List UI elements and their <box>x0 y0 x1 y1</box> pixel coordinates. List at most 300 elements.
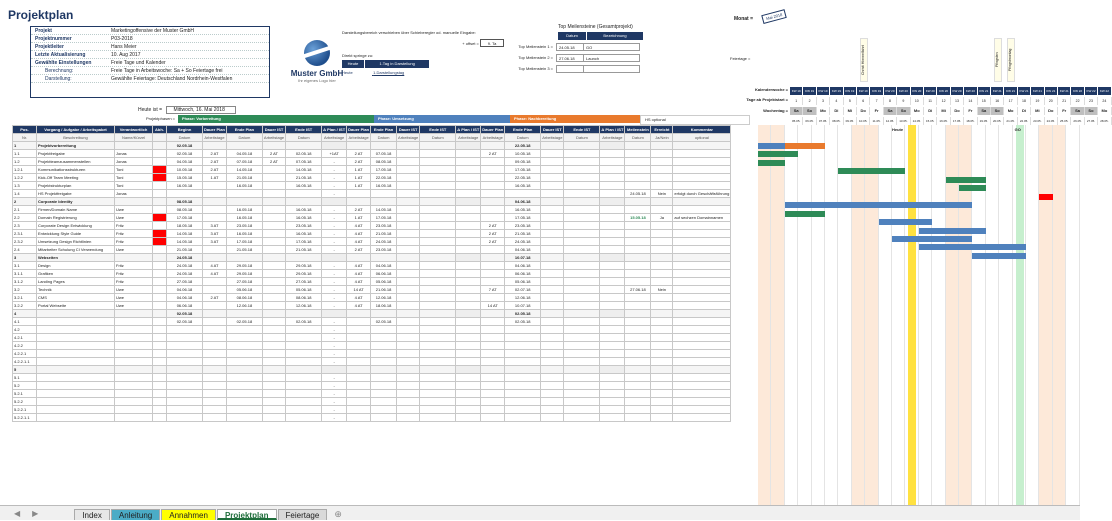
cell-ei3[interactable] <box>564 398 600 406</box>
cell-abh[interactable] <box>153 342 167 350</box>
cell-ep2[interactable]: 02.05.18 <box>371 318 397 326</box>
cell-ei2[interactable] <box>420 334 456 342</box>
cell-note[interactable] <box>673 366 731 374</box>
cell-ep2[interactable]: 06.06.18 <box>371 270 397 278</box>
cell-task[interactable]: Corporate Design Entwicklung <box>37 222 115 230</box>
milestone-date[interactable]: 27.06.18 <box>556 54 584 62</box>
cell-dp3[interactable] <box>481 182 505 190</box>
cell-ei2[interactable] <box>420 198 456 206</box>
gantt-bar[interactable] <box>758 143 785 149</box>
cell-d3[interactable] <box>600 246 625 254</box>
cell-resp[interactable]: Uwe <box>115 246 153 254</box>
cell-dp2[interactable] <box>347 390 371 398</box>
cell-di3[interactable] <box>541 278 564 286</box>
cell-task[interactable] <box>37 326 115 334</box>
cell-ep3[interactable]: 09.05.18 <box>505 158 541 166</box>
cell-d3[interactable] <box>600 334 625 342</box>
gantt-bar[interactable] <box>919 244 1026 250</box>
cell-dp3[interactable] <box>481 270 505 278</box>
cell-abh[interactable] <box>153 366 167 374</box>
cell-ep2[interactable] <box>371 358 397 366</box>
cell-note[interactable] <box>673 174 731 182</box>
cell-ei2[interactable] <box>420 190 456 198</box>
cell-ei[interactable]: 02.05.18 <box>286 318 322 326</box>
cell-note[interactable] <box>673 238 731 246</box>
cell-ei[interactable] <box>286 390 322 398</box>
cell-ep3[interactable]: 22.05.18 <box>505 142 541 150</box>
cell-d3[interactable] <box>600 390 625 398</box>
cell-abh[interactable] <box>153 198 167 206</box>
cell-ei3[interactable] <box>564 350 600 358</box>
table-row[interactable] <box>13 254 731 262</box>
cell-ei[interactable]: 16.05.18 <box>286 230 322 238</box>
table-row[interactable] <box>13 318 731 326</box>
cell-di3[interactable] <box>541 382 564 390</box>
cell-ei3[interactable] <box>564 150 600 158</box>
cell-ei3[interactable] <box>564 238 600 246</box>
table-row[interactable] <box>13 358 731 366</box>
cell-ei2[interactable] <box>420 382 456 390</box>
cell-ep2[interactable] <box>371 334 397 342</box>
cell-resp[interactable] <box>115 358 153 366</box>
cell-ep2[interactable]: 18.06.18 <box>371 302 397 310</box>
cell-ei[interactable]: 23.05.18 <box>286 222 322 230</box>
cell-abh[interactable] <box>153 318 167 326</box>
cell-ei[interactable] <box>286 366 322 374</box>
cell-dp[interactable]: 3 AT <box>203 222 227 230</box>
cell-note[interactable] <box>673 374 731 382</box>
cell-di[interactable] <box>262 310 285 318</box>
cell-ep3[interactable]: 23.05.18 <box>505 222 541 230</box>
cell-task[interactable]: Corporate Identity <box>37 198 115 206</box>
cell-di2[interactable] <box>397 206 420 214</box>
cell-di3[interactable] <box>541 206 564 214</box>
cell-task[interactable] <box>37 414 115 422</box>
cell-dp2[interactable]: 4 AT <box>347 278 371 286</box>
cell-start[interactable]: 06.06.18 <box>167 302 203 310</box>
cell-ei3[interactable] <box>564 334 600 342</box>
cell-abh[interactable] <box>153 262 167 270</box>
cell-d2[interactable] <box>456 222 481 230</box>
table-row[interactable] <box>13 182 731 190</box>
cell-ep2[interactable]: 04.06.18 <box>371 262 397 270</box>
cell-resp[interactable] <box>115 366 153 374</box>
cell-ei2[interactable] <box>420 158 456 166</box>
cell-start[interactable]: 04.05.18 <box>167 158 203 166</box>
cell-pos[interactable]: 4.2.2.1.1 <box>13 358 37 366</box>
cell-task[interactable] <box>37 390 115 398</box>
cell-task[interactable]: Firmen/Domain Name <box>37 206 115 214</box>
cell-task[interactable]: Mitarbeiter Schulung CI Verwendung <box>37 246 115 254</box>
cell-pos[interactable]: 4.2 <box>13 326 37 334</box>
cell-start[interactable]: 04.06.18 <box>167 294 203 302</box>
cell-ep3[interactable] <box>505 366 541 374</box>
cell-ei2[interactable] <box>420 390 456 398</box>
cell-ei2[interactable] <box>420 270 456 278</box>
cell-di2[interactable] <box>397 174 420 182</box>
cell-di[interactable] <box>262 318 285 326</box>
cell-d2[interactable] <box>456 190 481 198</box>
cell-ep2[interactable] <box>371 382 397 390</box>
cell-d[interactable] <box>322 366 347 374</box>
cell-ep[interactable]: 16.05.18 <box>226 182 262 190</box>
cell-ep3[interactable]: 21.05.18 <box>505 230 541 238</box>
cell-di[interactable] <box>262 398 285 406</box>
cell-ei[interactable] <box>286 142 322 150</box>
cell-ep3[interactable]: 12.06.18 <box>505 294 541 302</box>
cell-ok[interactable] <box>651 182 673 190</box>
cell-ei2[interactable] <box>420 406 456 414</box>
cell-dp2[interactable] <box>347 374 371 382</box>
cell-di3[interactable] <box>541 150 564 158</box>
cell-dp[interactable] <box>203 374 227 382</box>
cell-note[interactable] <box>673 310 731 318</box>
cell-ok[interactable]: Nein <box>651 286 673 294</box>
cell-d[interactable] <box>322 142 347 150</box>
cell-pos[interactable]: 5.1 <box>13 374 37 382</box>
table-row[interactable] <box>13 382 731 390</box>
cell-pos[interactable]: 1.2 <box>13 158 37 166</box>
cell-note[interactable] <box>673 342 731 350</box>
cell-di2[interactable] <box>397 302 420 310</box>
table-row[interactable] <box>13 286 731 294</box>
cell-d3[interactable] <box>600 350 625 358</box>
cell-d[interactable] <box>322 198 347 206</box>
cell-d2[interactable] <box>456 302 481 310</box>
cell-ms[interactable] <box>625 150 651 158</box>
cell-d[interactable]: - <box>322 326 347 334</box>
cell-start[interactable]: 14.05.18 <box>167 230 203 238</box>
cell-ok[interactable] <box>651 366 673 374</box>
cell-di2[interactable] <box>397 166 420 174</box>
cell-ep2[interactable] <box>371 414 397 422</box>
cell-ok[interactable] <box>651 254 673 262</box>
cell-di[interactable] <box>262 414 285 422</box>
cell-d3[interactable] <box>600 238 625 246</box>
cell-pos[interactable]: 1.2.2 <box>13 174 37 182</box>
sheet-tab-projektplan[interactable]: Projektplan <box>217 509 277 520</box>
cell-d3[interactable] <box>600 182 625 190</box>
cell-dp3[interactable]: 14 AT <box>481 302 505 310</box>
cell-ok[interactable] <box>651 198 673 206</box>
cell-ep2[interactable]: 17.05.18 <box>371 166 397 174</box>
cell-d[interactable]: - <box>322 278 347 286</box>
cell-ep2[interactable]: 12.06.18 <box>371 294 397 302</box>
cell-dp2[interactable] <box>347 254 371 262</box>
cell-pos[interactable]: 2.3 <box>13 222 37 230</box>
cell-ei3[interactable] <box>564 222 600 230</box>
cell-d3[interactable] <box>600 414 625 422</box>
cell-dp3[interactable] <box>481 366 505 374</box>
cell-note[interactable] <box>673 406 731 414</box>
cell-d[interactable] <box>322 254 347 262</box>
cell-dp2[interactable]: 14 AT <box>347 286 371 294</box>
cell-dp[interactable] <box>203 286 227 294</box>
cell-resp[interactable]: Jonas <box>115 158 153 166</box>
cell-d2[interactable] <box>456 342 481 350</box>
cell-ms[interactable] <box>625 246 651 254</box>
cell-abh[interactable] <box>153 150 167 158</box>
cell-note[interactable] <box>673 230 731 238</box>
cell-dp3[interactable] <box>481 174 505 182</box>
gantt-bar[interactable] <box>946 177 986 183</box>
cell-dp2[interactable] <box>347 310 371 318</box>
cell-di2[interactable] <box>397 222 420 230</box>
cell-d2[interactable] <box>456 406 481 414</box>
cell-ok[interactable] <box>651 406 673 414</box>
cell-d[interactable]: - <box>322 222 347 230</box>
cell-di3[interactable] <box>541 302 564 310</box>
cell-d2[interactable] <box>456 254 481 262</box>
cell-di[interactable] <box>262 254 285 262</box>
cell-start[interactable] <box>167 342 203 350</box>
cell-ei[interactable]: 08.06.18 <box>286 294 322 302</box>
cell-di[interactable] <box>262 238 285 246</box>
cell-di2[interactable] <box>397 366 420 374</box>
cell-pos[interactable]: 5.2.2.1.1 <box>13 414 37 422</box>
cell-abh[interactable] <box>153 350 167 358</box>
cell-note[interactable] <box>673 150 731 158</box>
cell-note[interactable] <box>673 318 731 326</box>
cell-start[interactable] <box>167 390 203 398</box>
cell-ei[interactable] <box>286 334 322 342</box>
cell-pos[interactable]: 3.2 <box>13 286 37 294</box>
cell-dp[interactable] <box>203 190 227 198</box>
cell-di2[interactable] <box>397 318 420 326</box>
cell-note[interactable] <box>673 414 731 422</box>
cell-di3[interactable] <box>541 310 564 318</box>
cell-resp[interactable]: Fritz <box>115 270 153 278</box>
cell-d[interactable]: - <box>322 390 347 398</box>
cell-ei[interactable] <box>286 414 322 422</box>
cell-d[interactable]: - <box>322 374 347 382</box>
cell-dp2[interactable] <box>347 350 371 358</box>
cell-ok[interactable] <box>651 142 673 150</box>
cell-note[interactable] <box>673 286 731 294</box>
cell-ei3[interactable] <box>564 190 600 198</box>
cell-note[interactable] <box>673 294 731 302</box>
cell-dp2[interactable] <box>347 142 371 150</box>
table-row[interactable] <box>13 270 731 278</box>
cell-ep2[interactable] <box>371 406 397 414</box>
cell-note[interactable] <box>673 390 731 398</box>
table-row[interactable] <box>13 142 731 150</box>
table-row[interactable] <box>13 334 731 342</box>
cell-d2[interactable] <box>456 294 481 302</box>
cell-note[interactable] <box>673 350 731 358</box>
cell-pos[interactable]: 3.1.2 <box>13 278 37 286</box>
cell-ok[interactable] <box>651 398 673 406</box>
cell-dp3[interactable]: 2 AT <box>481 230 505 238</box>
cell-d[interactable]: - <box>322 398 347 406</box>
cell-d2[interactable] <box>456 174 481 182</box>
cell-di2[interactable] <box>397 342 420 350</box>
cell-start[interactable] <box>167 334 203 342</box>
table-row[interactable] <box>13 374 731 382</box>
info-value[interactable]: Freie Tage und Kalender <box>111 60 166 66</box>
cell-ei[interactable] <box>286 254 322 262</box>
cell-ep2[interactable]: 24.05.18 <box>371 238 397 246</box>
cell-di3[interactable] <box>541 334 564 342</box>
cell-d3[interactable] <box>600 358 625 366</box>
cell-d[interactable]: - <box>322 318 347 326</box>
cell-start[interactable]: 10.05.18 <box>167 166 203 174</box>
cell-ep3[interactable]: 17.05.18 <box>505 214 541 222</box>
cell-ep[interactable] <box>226 374 262 382</box>
cell-dp3[interactable] <box>481 358 505 366</box>
cell-task[interactable] <box>37 318 115 326</box>
cell-ep2[interactable] <box>371 198 397 206</box>
cell-dp3[interactable] <box>481 350 505 358</box>
cell-d3[interactable] <box>600 326 625 334</box>
cell-dp3[interactable] <box>481 262 505 270</box>
cell-d3[interactable] <box>600 142 625 150</box>
cell-task[interactable] <box>37 350 115 358</box>
cell-di2[interactable] <box>397 350 420 358</box>
cell-ep[interactable] <box>226 398 262 406</box>
cell-di[interactable] <box>262 382 285 390</box>
cell-dp2[interactable]: 2 AT <box>347 150 371 158</box>
cell-ei[interactable]: 17.05.18 <box>286 238 322 246</box>
cell-di2[interactable] <box>397 142 420 150</box>
cell-resp[interactable] <box>115 414 153 422</box>
cell-task[interactable]: Kommunikationsstrukturen <box>37 166 115 174</box>
cell-start[interactable]: 02.05.18 <box>167 310 203 318</box>
cell-ep3[interactable]: 24.05.18 <box>505 238 541 246</box>
cell-d2[interactable] <box>456 310 481 318</box>
add-sheet-icon[interactable]: ⊕ <box>334 509 342 519</box>
cell-di[interactable] <box>262 190 285 198</box>
cell-start[interactable]: 24.05.18 <box>167 254 203 262</box>
cell-ei[interactable] <box>286 326 322 334</box>
cell-dp2[interactable]: 4 AT <box>347 230 371 238</box>
cell-di3[interactable] <box>541 246 564 254</box>
cell-abh[interactable] <box>153 278 167 286</box>
cell-ei2[interactable] <box>420 254 456 262</box>
cell-ep[interactable] <box>226 382 262 390</box>
cell-d3[interactable] <box>600 222 625 230</box>
cell-ok[interactable] <box>651 302 673 310</box>
table-row[interactable] <box>13 174 731 182</box>
cell-ep3[interactable] <box>505 374 541 382</box>
cell-task[interactable] <box>37 398 115 406</box>
cell-d3[interactable] <box>600 286 625 294</box>
cell-dp[interactable]: 4 AT <box>203 262 227 270</box>
cell-dp[interactable] <box>203 382 227 390</box>
cell-ei2[interactable] <box>420 294 456 302</box>
cell-dp3[interactable] <box>481 214 505 222</box>
cell-di3[interactable] <box>541 286 564 294</box>
cell-ei[interactable]: 16.05.18 <box>286 182 322 190</box>
cell-di[interactable] <box>262 294 285 302</box>
cell-ms[interactable] <box>625 318 651 326</box>
cell-dp2[interactable]: 4 AT <box>347 262 371 270</box>
cell-ep[interactable]: 08.06.18 <box>226 294 262 302</box>
cell-task[interactable]: Kick-Off Team Meeting <box>37 174 115 182</box>
cell-ep2[interactable]: 14.05.18 <box>371 206 397 214</box>
cell-ms[interactable] <box>625 374 651 382</box>
table-row[interactable] <box>13 342 731 350</box>
cell-ep2[interactable] <box>371 350 397 358</box>
cell-di[interactable] <box>262 198 285 206</box>
cell-ms[interactable] <box>625 206 651 214</box>
cell-d3[interactable] <box>600 310 625 318</box>
cell-ms[interactable] <box>625 406 651 414</box>
cell-ep[interactable]: 27.05.18 <box>226 278 262 286</box>
cell-note[interactable] <box>673 142 731 150</box>
cell-dp2[interactable] <box>347 406 371 414</box>
cell-abh[interactable] <box>153 374 167 382</box>
info-value[interactable]: 10. Aug 2017 <box>111 52 141 58</box>
cell-d3[interactable] <box>600 214 625 222</box>
cell-ep[interactable] <box>226 310 262 318</box>
cell-note[interactable] <box>673 270 731 278</box>
cell-ep2[interactable]: 23.05.18 <box>371 222 397 230</box>
cell-ep2[interactable] <box>371 390 397 398</box>
cell-di3[interactable] <box>541 326 564 334</box>
cell-abh[interactable] <box>153 406 167 414</box>
cell-d[interactable]: - <box>322 270 347 278</box>
table-row[interactable] <box>13 190 731 198</box>
cell-ep2[interactable]: 21.05.18 <box>371 230 397 238</box>
cell-abh[interactable] <box>153 358 167 366</box>
cell-dp[interactable] <box>203 342 227 350</box>
cell-d[interactable]: - <box>322 190 347 198</box>
cell-ms[interactable] <box>625 358 651 366</box>
cell-resp[interactable] <box>115 318 153 326</box>
cell-dp3[interactable] <box>481 254 505 262</box>
cell-note[interactable]: auf sechzen Domainnamen <box>673 214 731 222</box>
cell-ei2[interactable] <box>420 310 456 318</box>
cell-ms[interactable]: 15.05.18 <box>625 214 651 222</box>
cell-dp3[interactable] <box>481 246 505 254</box>
cell-dp2[interactable] <box>347 358 371 366</box>
cell-dp[interactable] <box>203 206 227 214</box>
cell-dp[interactable]: 2 AT <box>203 158 227 166</box>
milestone-desc[interactable] <box>584 65 640 73</box>
cell-di2[interactable] <box>397 150 420 158</box>
cell-start[interactable]: 18.05.18 <box>167 222 203 230</box>
cell-ep3[interactable]: 22.05.18 <box>505 174 541 182</box>
cell-di3[interactable] <box>541 350 564 358</box>
cell-start[interactable]: 04.06.18 <box>167 286 203 294</box>
cell-abh[interactable] <box>153 222 167 230</box>
cell-ei2[interactable] <box>420 326 456 334</box>
milestone-desc[interactable]: Launch <box>584 54 640 62</box>
cell-di3[interactable] <box>541 230 564 238</box>
cell-ei3[interactable] <box>564 254 600 262</box>
cell-di[interactable] <box>262 246 285 254</box>
cell-task[interactable]: Webseiten <box>37 254 115 262</box>
cell-ep3[interactable] <box>505 190 541 198</box>
cell-note[interactable]: erfolgt durch Geschäftsführung <box>674 191 730 196</box>
cell-ei3[interactable] <box>564 214 600 222</box>
cell-d[interactable] <box>322 310 347 318</box>
cell-resp[interactable]: Uwe <box>115 206 153 214</box>
cell-di2[interactable] <box>397 294 420 302</box>
cell-ms[interactable] <box>625 238 651 246</box>
cell-ei[interactable] <box>286 190 322 198</box>
table-row[interactable] <box>13 366 731 374</box>
cell-note[interactable] <box>673 166 731 174</box>
cell-resp[interactable]: Uwe <box>115 294 153 302</box>
cell-start[interactable] <box>167 406 203 414</box>
cell-ms[interactable] <box>625 142 651 150</box>
cell-ei[interactable] <box>286 406 322 414</box>
cell-ep2[interactable] <box>371 398 397 406</box>
cell-dp2[interactable] <box>347 342 371 350</box>
cell-dp[interactable]: 2 AT <box>203 294 227 302</box>
